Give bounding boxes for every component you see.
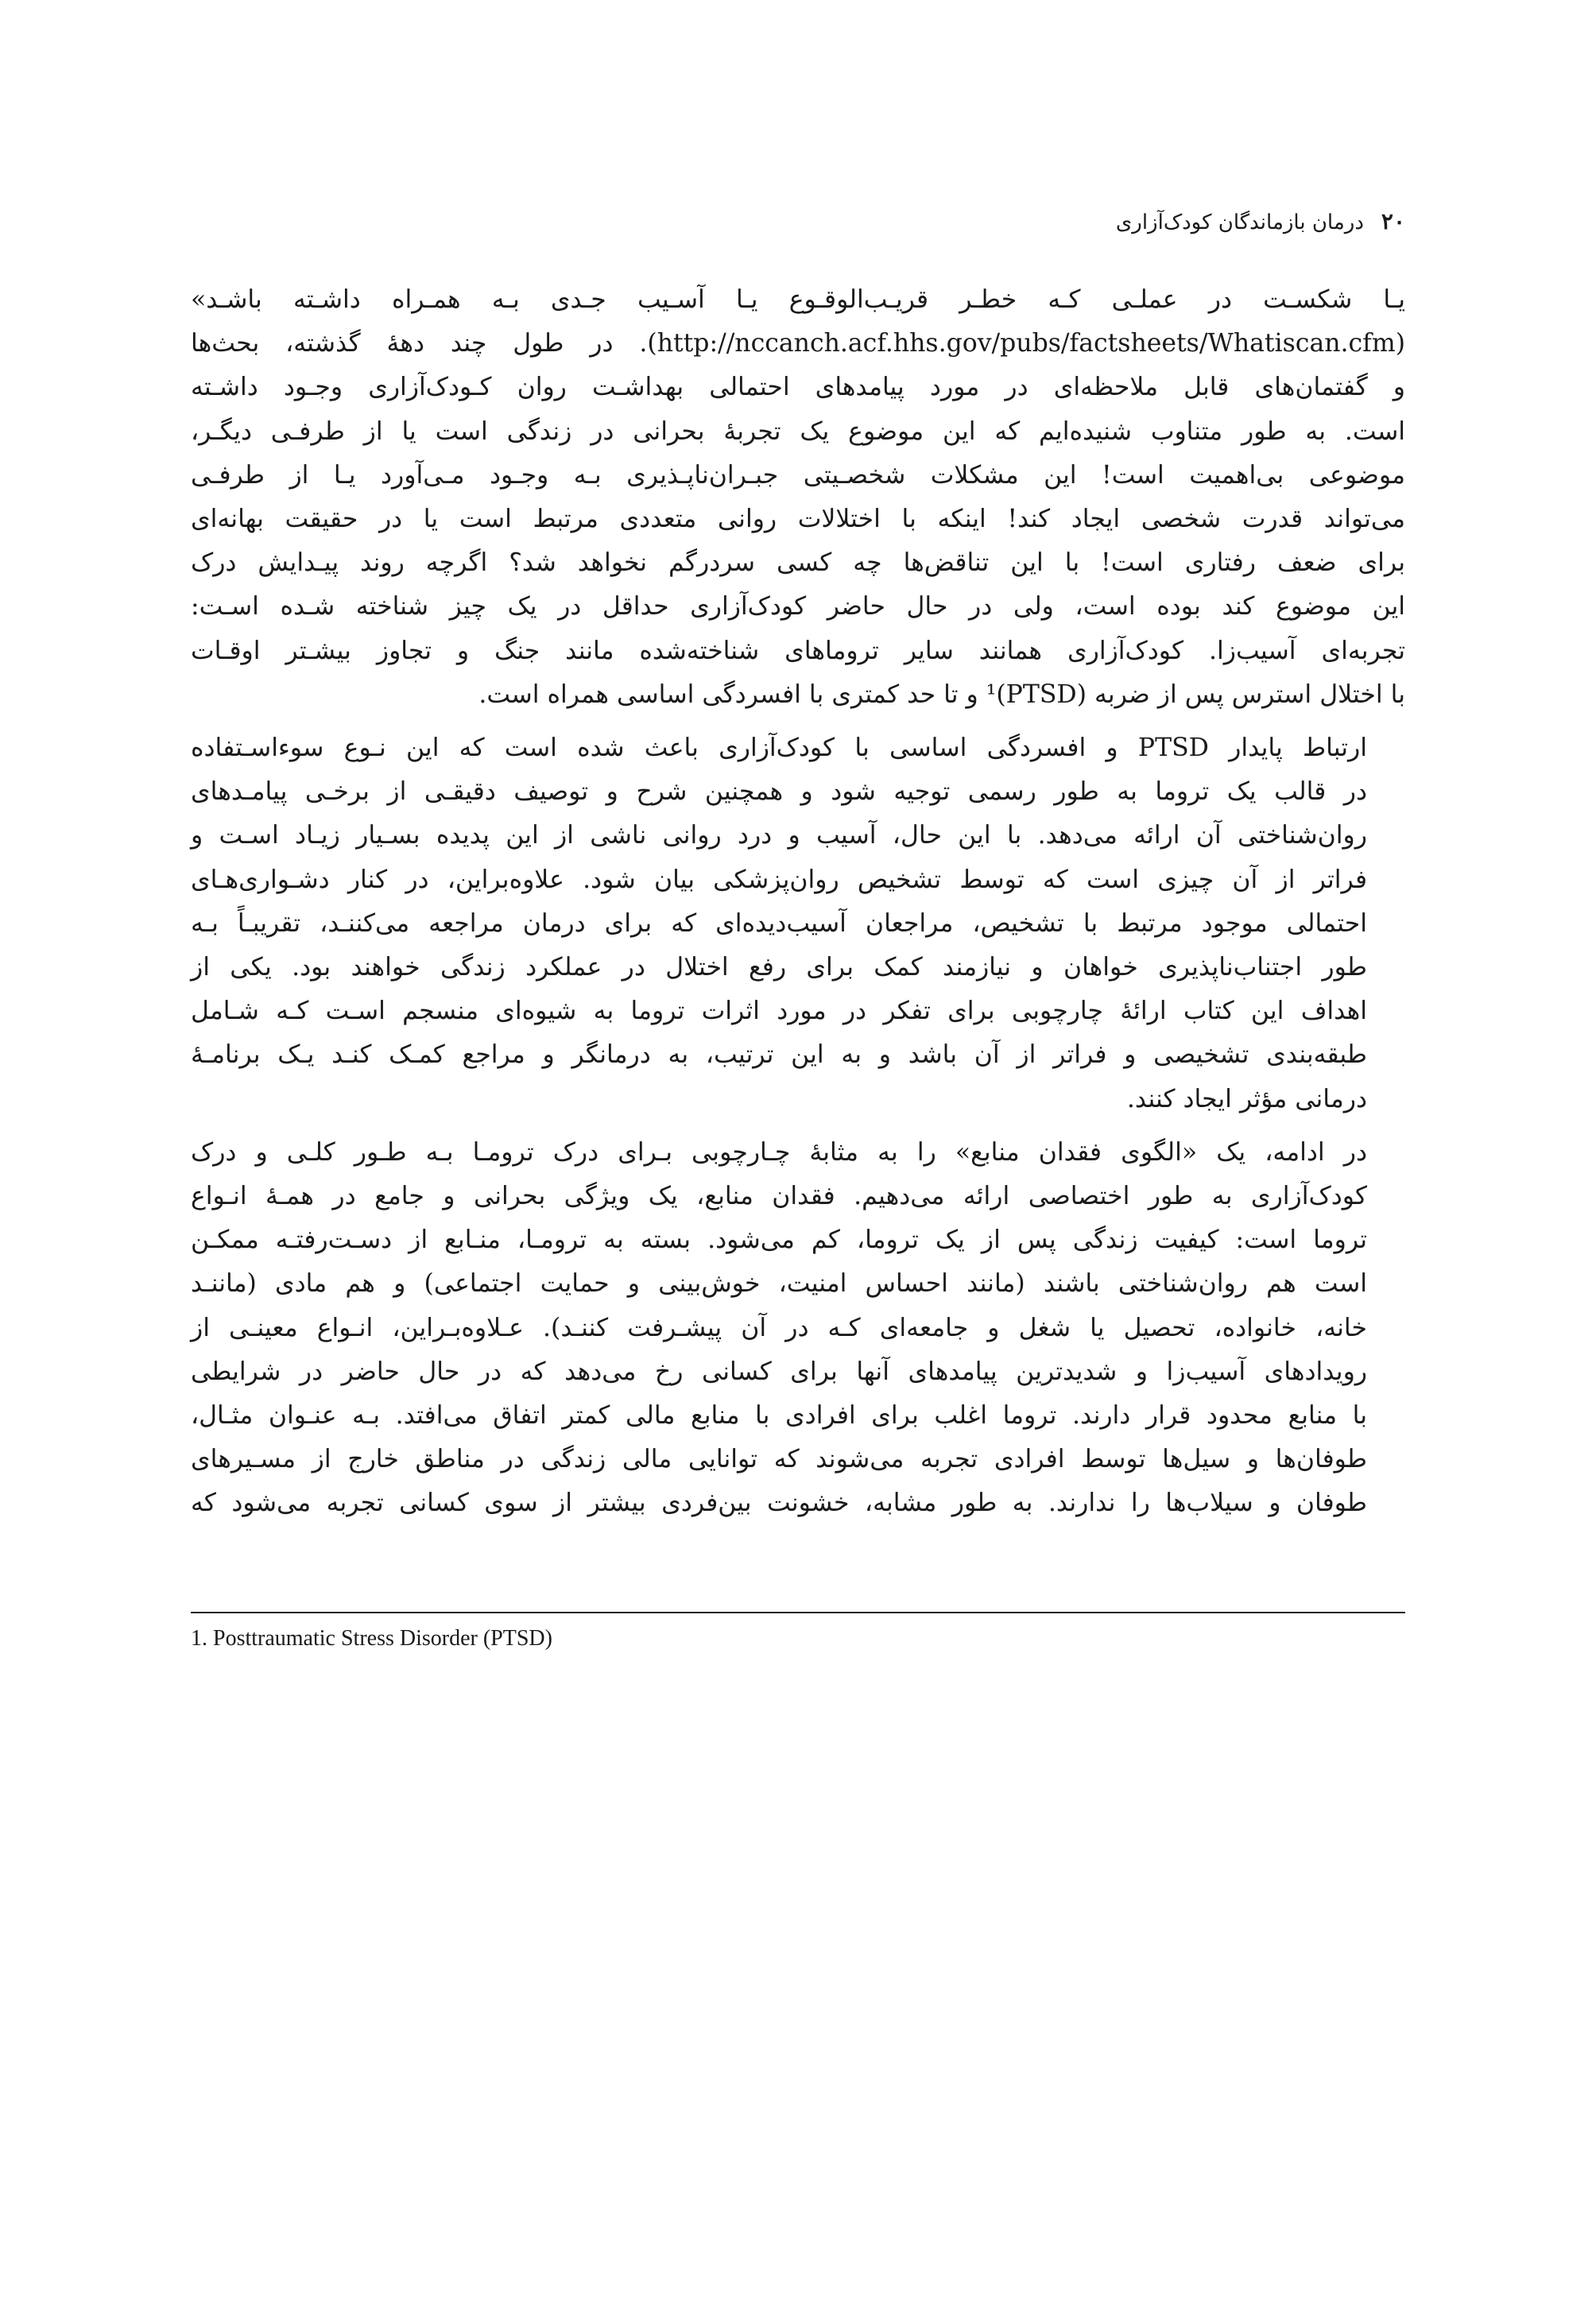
text-line: در قالب یک تروما به طور رسمی توجیه شود و همچنین شرح و توصیف دقیقـی از برخـی پیامـدهای: [191, 777, 1367, 807]
text-line: است. به طور متناوب شنیده‌ایم که این موضوع یک تجربۀ بحرانی در زندگی است یا از طرفـی دیگـر،: [191, 416, 1405, 446]
text-line: طبقه‌بندی تشخیصی و فراتر از آن باشد و به این ترتیب، به درمانگر و مراجع کمـک کنـد یـک برنامـۀ: [191, 1040, 1367, 1070]
text-line: با اختلال استرس پس از ضربه (PTSD)¹ و تا حد کمتری با افسردگی اساسی همراه است.: [478, 680, 1405, 709]
footnote: 1. Posttraumatic Stress Disorder (PTSD): [191, 1626, 552, 1651]
text-line: در ادامه، یک «الگوی فقدان منابع» را به مثابۀ چـارچوبی بـرای درک ترومـا بـه طـور کلـی و درک: [191, 1137, 1367, 1167]
paragraph-2: [191, 726, 1405, 1121]
text-line: احتمالی موجود مرتبط با تشخیص، مراجعان آسیب‌دیده‌ای که برای درمان مراجعه می‌کننـد، تقریبـاً بـه: [191, 908, 1367, 938]
text-line: روان‌شناختی آن ارائه می‌دهد. با این حال، آسیب و درد روانی ناشی از این پدیده بسـیار زیـاد اسـت و: [191, 821, 1367, 850]
text-line: برای ضعف رفتاری است! با این تناقض‌ها چه کسی سردرگم نخواهد شد؟ اگرچه روند پیـدایش درک: [191, 548, 1405, 578]
text-line: تروما است: کیفیت زندگی پس از یک تروما، کم می‌شود. بسته به ترومـا، منـابع از دسـت‌رفتـه ممکـن: [191, 1226, 1367, 1255]
page-number: ۲۰: [1381, 208, 1405, 234]
text-line: طوفان و سیلاب‌ها را ندارند. به طور مشابه، خشونت بین‌فردی بیشتر از سوی کسانی تجربه می‌شود که: [191, 1489, 1367, 1518]
text-line: یـا شکسـت در عملـی کـه خطـر قریـب‌الوقـوع یـا آسـیب جـدی بـه همـراه داشـته باشـد»: [191, 285, 1405, 314]
text-line: و گفتمان‌های قابل ملاحظه‌ای در مورد پیامدهای احتمالی بهداشـت روان کـودک‌آزاری وجـود داشـته: [191, 373, 1405, 402]
text-line: با منابع محدود قرار دارند. تروما اغلب برای افرادی با منابع مالی کمتر اتفاق می‌افتد. بـه عنـوان مثـال،: [191, 1401, 1367, 1431]
text-line: (http://nccanch.acf.hhs.gov/pubs/factsheets/Whatiscan.cfm). در طول چند دهۀ گذشته، بحث‌ها: [191, 329, 1405, 358]
text-line: اهداف این کتاب ارائۀ چارچوبی برای تفکر در مورد اثرات تروما به شیوه‌ای منسجم اسـت کـه شـامل: [191, 997, 1367, 1026]
text-line: ارتباط پایدار PTSD و افسردگی اساسی با کودک‌آزاری باعث شده است که این نـوع سوءاسـتفاده: [191, 734, 1367, 763]
footnote-divider: [191, 1612, 1405, 1613]
text-line: این موضوع کند بوده است، ولی در حال حاضر کودک‌آزاری حداقل در یک چیز شناخته شـده اسـت:: [191, 592, 1405, 621]
text-line: موضوعی بی‌اهمیت است! این مشکلات شخصـیتی جبـران‌ناپـذیری بـه وجـود مـی‌آورد یـا از طرفـی: [191, 460, 1405, 490]
text-line: طوفان‌ها و سیل‌ها توسط افرادی تجربه می‌شوند که توانایی مالی زندگی در مناطق خارج از مسـیرهای: [191, 1445, 1367, 1474]
text-line: فراتر از آن چیزی است که توسط تشخیص روان‌پزشکی بیان شود. علاوه‌براین، در کنار دشـواری‌هـای: [191, 865, 1367, 894]
book-title: درمان بازماندگان کودک‌آزاری: [1115, 211, 1364, 234]
text-line: خانه، خانواده، تحصیل یا شغل و جامعه‌ای کـه در آن پیشـرفت کننـد). عـلاوه‌بـراین، انـواع معینـی از: [191, 1313, 1367, 1342]
text-line: می‌تواند قدرت شخصی ایجاد کند! اینکه با اختلالات روانی متعددی مرتبط است یا در حقیقت بهانه‌ای: [191, 505, 1405, 534]
paragraph-1: [191, 278, 1405, 717]
text-line: طور اجتناب‌ناپذیری خواهان و نیازمند کمک برای رفع اختلال در عملکرد زندگی خواهند بود. یکی از: [191, 953, 1367, 982]
text-line: کودک‌آزاری به طور اختصاصی ارائه می‌دهیم. فقدان منابع، یک ویژگی بحرانی و جامع در همـۀ انـواع: [191, 1182, 1367, 1211]
text-line: درمانی مؤثر ایجاد کنند.: [1126, 1084, 1367, 1113]
text-line: تجربه‌ای آسیب‌زا. کودک‌آزاری همانند سایر تروماهای شناخته‌شده مانند جنگ و تجاوز بیشـتر اوقـات: [191, 636, 1405, 665]
text-line: رویدادهای آسیب‌زا و شدیدترین پیامدهای آنها برای کسانی رخ می‌دهد که در حال حاضر در شرایطی: [191, 1357, 1367, 1386]
page-body: [191, 278, 1405, 1535]
running-header: [1116, 208, 1405, 234]
text-line: است هم روان‌شناختی باشند (مانند احساس امنیت، خوش‌بینی و حمایت اجتماعی) و هم مادی (ماننـد: [191, 1269, 1367, 1299]
paragraph-3: [191, 1131, 1405, 1526]
